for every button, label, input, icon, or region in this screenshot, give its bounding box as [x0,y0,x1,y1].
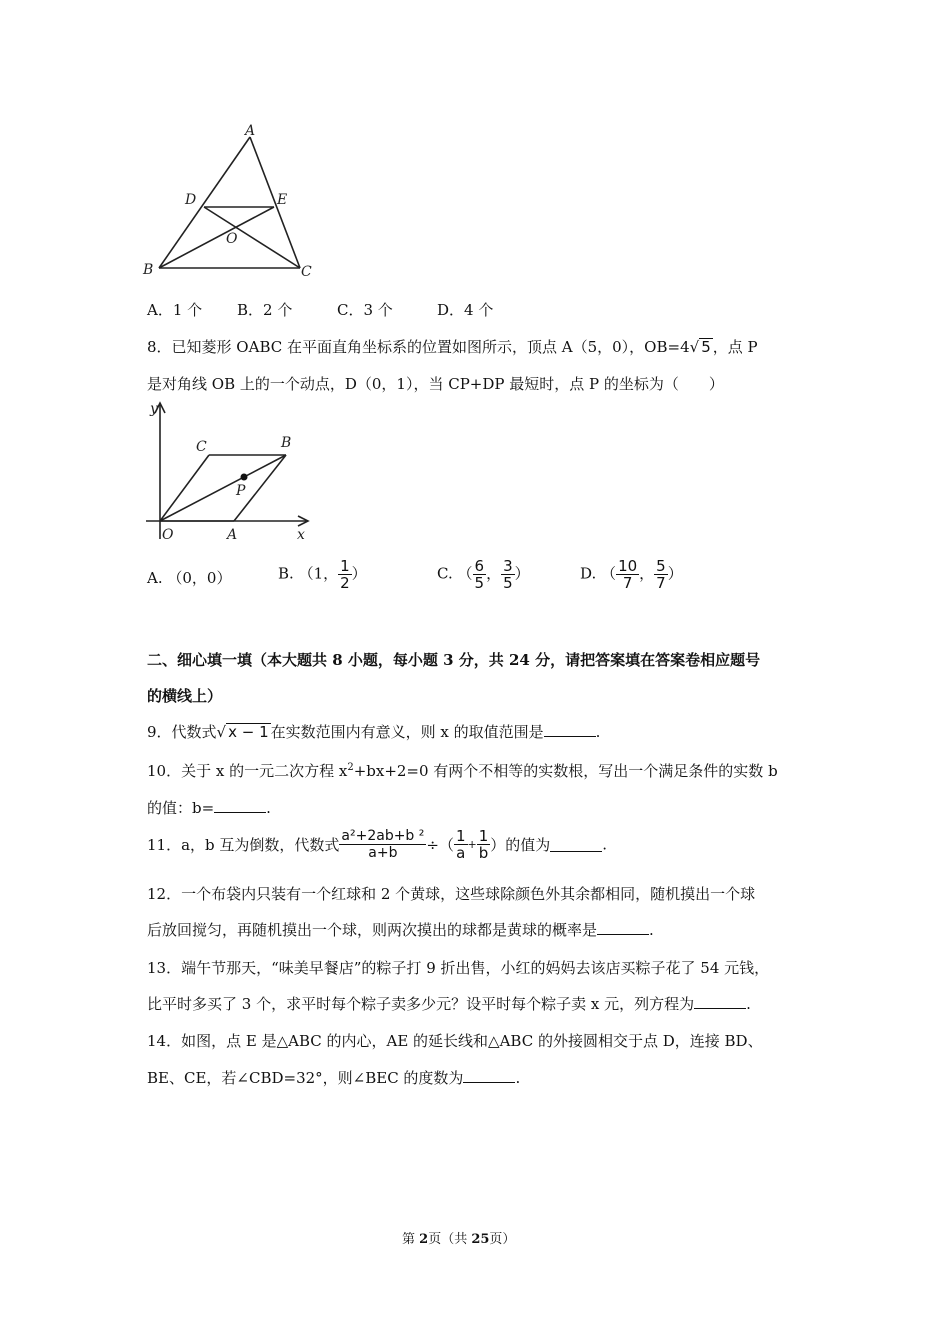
page-total: 25 [471,1232,490,1247]
answer-blank [694,994,746,1009]
fraction-numerator: 5 [656,557,666,575]
fraction [454,828,468,861]
q9 [147,721,600,742]
option-text: 2 个 [263,301,293,319]
option-label: C. [437,564,453,583]
q11-end: . [602,835,608,854]
option-open: （ [601,564,617,583]
rhombus-figure [138,395,328,555]
q10-text-b: +bx+2=0 有两个不相等的实数根，写出一个满足条件的实数 b [353,762,778,780]
label-o: O [162,527,174,543]
q7-option-c [337,299,393,320]
sqrt-symbol: √ 5 [689,338,711,356]
option-sep: ， [486,564,502,583]
q8-line1 [147,336,758,357]
q10-line2 [147,797,271,818]
section-heading: 二、细心填一填（本大题共 8 小题，每小题 3 分，共 24 分，请把答案填在答案卷相应题号 [147,651,761,669]
option-label: C． [337,301,364,319]
label-b: B [143,262,154,278]
fraction-denominator: 7 [656,574,666,592]
q12-text: 后放回搅匀，再随机摸出一个球，则两次摸出的球都是黄球的概率是 [147,921,598,939]
footer-text: 页） [489,1232,516,1247]
q8-line2: 是对角线 OB 上的一个动点，D（0，1），当 CP+DP 最短时，点 P 的坐标为（ ） [147,375,724,393]
label-x: x [297,527,305,543]
answer-blank [463,1068,515,1083]
option-text: 3 个 [363,301,393,319]
label-b: B [281,435,292,451]
option-close: ） [351,564,367,583]
fraction [473,558,487,591]
option-label: A. [147,569,163,587]
option-open: （1， [298,564,339,583]
label-a: A [245,123,256,139]
option-label: B. [278,564,294,583]
fraction-denominator: a [456,844,466,862]
option-label: A． [147,301,173,319]
answer-blank [597,920,649,935]
fraction-denominator: 5 [474,574,485,592]
footer-text: 第 [402,1232,420,1247]
option-label: D． [437,301,465,319]
label-d: D [185,192,197,208]
q13-line1: 13．端午节那天，“味美早餐店”的粽子打 9 折出售，小红的妈妈去该店买粽子花了 54 元钱， [147,959,770,977]
fraction [339,828,426,861]
sqrt-radicand: x − 1 [228,723,269,741]
fraction-numerator: 1 [478,827,489,845]
option-label: B． [237,301,264,319]
label-o: O [226,231,238,247]
option-text: （0，0） [167,569,232,587]
option-open: （ [457,564,473,583]
q12-line2 [147,919,654,940]
fraction-denominator: b [478,844,489,862]
fraction-denominator: a+b [368,845,398,861]
q14-line2 [147,1067,520,1088]
q7-option-b [237,299,292,320]
fraction [501,558,515,591]
q13-text: 比平时多买了 3 个，求平时每个粽子卖多少元？设平时每个粽子卖 x 元，列方程为 [147,995,695,1013]
q12-line1: 12．一个布袋内只装有一个红球和 2 个黄球，这些球除颜色外其余都相同，随机摸出一个球 [147,885,756,903]
plus-sign: + [467,838,477,851]
option-close: ） [514,564,530,583]
q11 [147,828,607,861]
q9-text-a: 9．代数式 [147,723,217,741]
q14-text: BE、CE，若∠CBD=32°，则∠BEC 的度数为 [147,1069,464,1087]
fraction-numerator: 6 [474,557,485,575]
option-text: 4 个 [464,301,494,319]
label-a: A [227,527,238,543]
answer-blank [214,798,266,813]
fraction [477,828,491,861]
fraction-numerator: 1 [340,557,350,575]
option-close: ） [667,564,683,583]
q13-end: . [746,995,751,1013]
q9-end: . [595,723,601,741]
q10-end: . [266,799,271,817]
fraction [654,558,668,591]
q8-option-c [437,558,530,591]
fraction-numerator: 10 [618,557,638,575]
q10-line1 [147,760,778,781]
section-heading-cont: 的横线上） [147,687,223,705]
sqrt-symbol: √ x − 1 [216,723,269,741]
superscript: 2 [347,762,354,773]
fraction-numerator: a²+2ab+b ² [341,828,425,844]
fraction-numerator: 3 [503,557,513,575]
q12-end: . [649,921,654,939]
q8-option-a [147,567,231,588]
footer-text: 页（共 [428,1232,472,1247]
option-label: D. [580,564,597,583]
fraction-denominator: 7 [622,574,633,592]
q10-text-a: 10．关于 x 的一元二次方程 x [147,762,348,780]
q14-end: . [515,1069,521,1087]
answer-blank [544,722,596,737]
label-c: C [301,264,312,280]
q14-line1: 14．如图，点 E 是△ABC 的内心，AE 的延长线和△ABC 的外接圆相交于点 D，连接 BD、 [147,1032,763,1050]
fraction-denominator: 2 [340,574,350,592]
q11-div: ÷（ [426,836,454,854]
q7-option-a [147,299,202,320]
q11-text-a: 11．a，b 互为倒数，代数式 [147,836,340,854]
q10-text-c: 的值：b= [147,799,215,817]
page-number: 2 [419,1232,429,1247]
q8-option-b [278,558,367,591]
label-c: C [196,439,207,455]
answer-blank [550,837,602,852]
q8-text-a: 8．已知菱形 OABC 在平面直角坐标系的位置如图所示，顶点 A（5，0），OB=4 [147,338,690,356]
q11-text-b: ）的值为 [490,836,551,854]
q8-option-d [580,558,683,591]
q9-text-b: 在实数范围内有意义，则 x 的取值范围是 [270,723,544,741]
sqrt-radicand: 5 [701,338,711,356]
fraction-numerator: 1 [455,827,466,845]
triangle-figure [138,120,328,285]
fraction-denominator: 5 [503,574,513,592]
label-e: E [277,192,288,208]
q8-text-b: ，点 P [712,338,758,356]
label-p: P [236,483,246,499]
label-y: y [150,401,158,417]
option-sep: ， [639,564,655,583]
page-footer [402,1228,515,1247]
fraction [338,558,352,591]
q7-option-d [437,299,493,320]
q13-line2 [147,993,751,1014]
option-text: 1 个 [172,301,203,319]
fraction [616,558,639,591]
